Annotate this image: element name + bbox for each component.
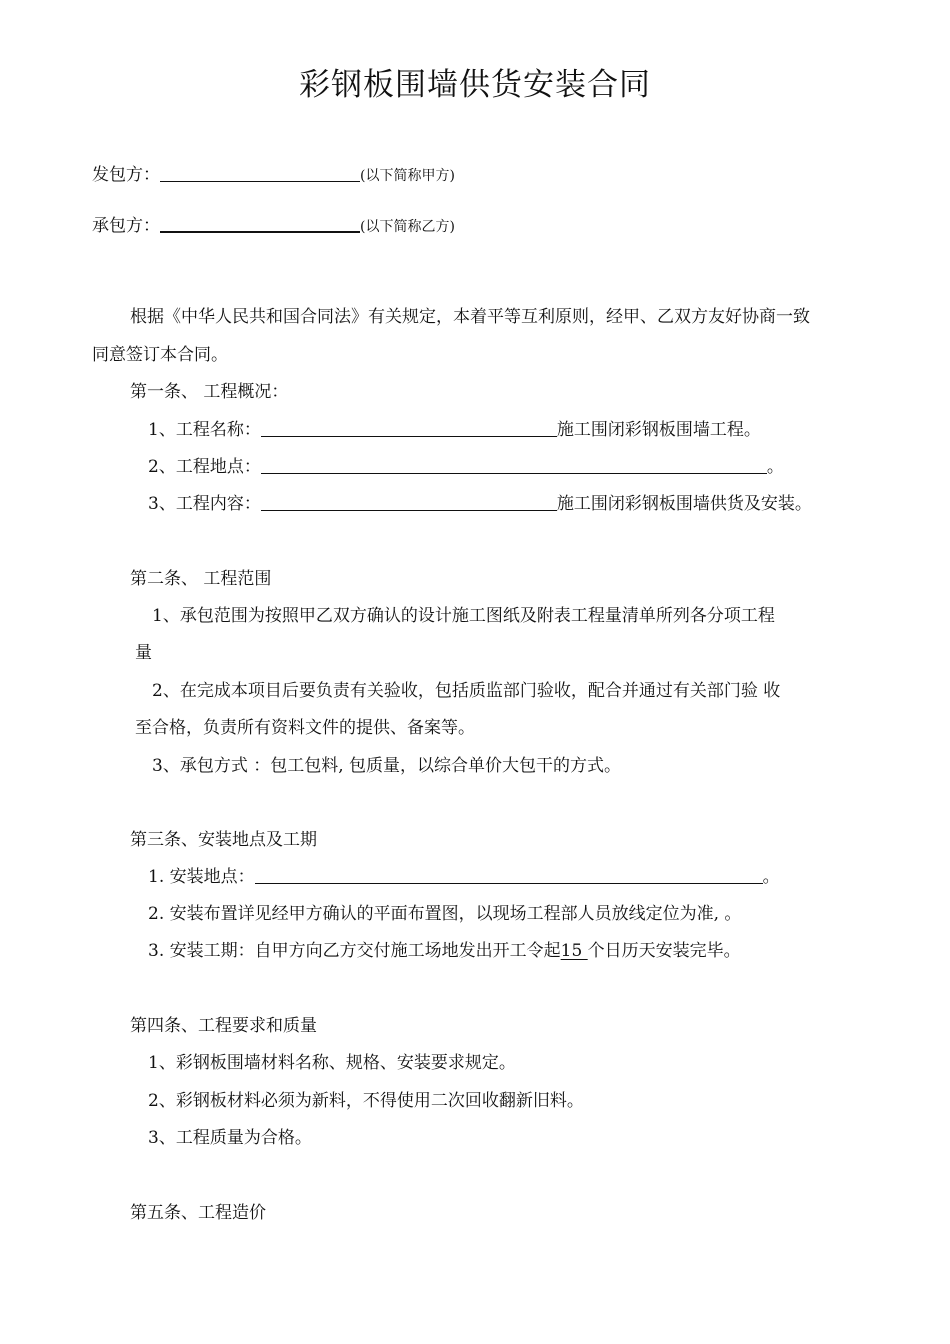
party-a-note: (以下简称甲方) (360, 168, 455, 184)
party-a-line (92, 164, 455, 187)
article-1-heading: 第一条、 工程概况： (130, 382, 289, 402)
article-2-item-2-line-1: 2、在完成本项目后要负责有关验收，包括质监部门验收，配合并通过有关部门验 收 (152, 681, 781, 701)
project-location-label: 2、工程地点： (148, 457, 261, 477)
project-content-label: 3、工程内容： (148, 494, 261, 514)
article-4-item-3: 3、工程质量为合格。 (148, 1128, 312, 1148)
duration-prefix: 3. 安装工期：自甲方向乙方交付施工场地发出开工令起 (148, 941, 561, 961)
intro-line-1: 根据《中华人民共和国合同法》有关规定，本着平等互利原则，经甲、乙双方友好协商一致 (130, 307, 810, 327)
article-2-heading: 第二条、 工程范围 (130, 569, 272, 589)
duration-suffix: 个日历天安装完毕。 (587, 941, 741, 961)
article-3-item-3 (148, 940, 741, 962)
article-1-item-3 (148, 493, 812, 515)
party-a-blank (160, 164, 360, 182)
party-b-blank (160, 214, 360, 233)
article-4-heading: 第四条、工程要求和质量 (130, 1016, 317, 1036)
install-location-suffix: 。 (762, 867, 780, 887)
project-name-suffix: 施工围闭彩钢板围墙工程。 (556, 420, 761, 440)
party-b-line (92, 214, 455, 238)
party-a-label: 发包方： (92, 165, 160, 185)
document-title: 彩钢板围墙供货安装合同 (299, 67, 651, 103)
install-location-blank (255, 866, 763, 884)
article-2-item-3: 3、承包方式 ：包工包料, 包质量，以综合单价大包干的方式。 (152, 756, 622, 776)
article-1-item-2 (148, 456, 784, 478)
project-location-suffix: 。 (766, 457, 784, 477)
article-2-item-1-line-2: 量 (135, 643, 152, 663)
article-2-item-1-line-1: 1、承包范围为按照甲乙双方确认的设计施工图纸及附表工程量清单所列各分项工程 (152, 606, 775, 626)
install-location-label: 1. 安装地点： (148, 867, 255, 887)
intro-line-2: 同意签订本合同。 (92, 345, 228, 365)
party-b-label: 承包方： (92, 216, 160, 236)
article-2-item-2-line-2: 至合格，负责所有资料文件的提供、备案等。 (135, 718, 475, 738)
article-5-heading: 第五条、工程造价 (130, 1203, 266, 1223)
article-3-item-1 (148, 866, 780, 888)
project-name-label: 1、工程名称： (148, 420, 261, 440)
article-1-item-1 (148, 419, 761, 441)
project-name-blank (261, 419, 557, 437)
project-content-suffix: 施工围闭彩钢板围墙供货及安装。 (556, 494, 812, 514)
article-3-heading: 第三条、安装地点及工期 (130, 830, 317, 850)
article-4-item-1: 1、彩钢板围墙材料名称、规格、安装要求规定。 (148, 1053, 516, 1073)
project-location-blank (261, 456, 767, 474)
project-content-blank (261, 493, 557, 511)
party-b-note: (以下简称乙方) (360, 219, 455, 235)
duration-days: 15 (560, 941, 588, 961)
article-4-item-2: 2、彩钢板材料必须为新料，不得使用二次回收翻新旧料。 (148, 1091, 584, 1111)
article-3-item-2: 2. 安装布置详见经甲方确认的平面布置图，以现场工程部人员放线定位为准, 。 (148, 904, 742, 924)
